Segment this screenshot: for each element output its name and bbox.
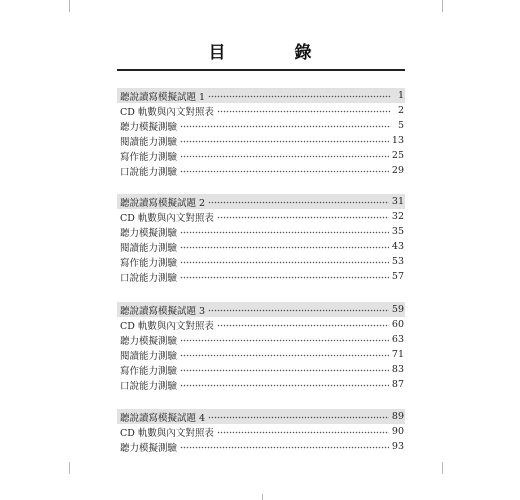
toc-entry-label: 口說能力測驗: [120, 166, 178, 178]
toc-heading-label: 聽說讀寫模擬試題 4: [120, 412, 206, 424]
toc-section-4: [117, 409, 405, 454]
toc-entry[interactable]: [117, 362, 405, 377]
toc-entry-label: 寫作能力測驗: [120, 257, 178, 269]
leader-dots: [217, 321, 389, 330]
toc-entry[interactable]: [117, 254, 405, 269]
leader-dots: [180, 122, 391, 131]
leader-dots: [180, 167, 389, 176]
toc-entry-label: 聽力模擬測驗: [120, 442, 178, 454]
toc-entry-label: CD 軌數與內文對照表: [120, 427, 214, 439]
leader-dots: [180, 243, 389, 252]
toc-entry[interactable]: [117, 317, 405, 332]
toc-page-number: 89: [391, 411, 404, 422]
toc-page-number: 25: [391, 150, 404, 161]
crop-mark-bottom-left: [69, 462, 70, 474]
toc-entry-label: 口說能力測驗: [120, 380, 178, 392]
leader-dots: [217, 213, 389, 222]
toc-page-number: 31: [391, 196, 404, 207]
toc-page-number: 29: [391, 165, 404, 176]
crop-mark-top-left: [69, 0, 70, 12]
toc-page-number: 71: [391, 349, 404, 360]
toc-entry-label: 閱讀能力測驗: [120, 136, 178, 148]
page-title: 目 錄: [208, 43, 338, 63]
toc-entry[interactable]: [117, 148, 405, 163]
leader-dots: [180, 381, 389, 390]
toc-page-number: 53: [391, 256, 404, 267]
toc-entry-label: 寫作能力測驗: [120, 151, 178, 163]
leader-dots: [180, 366, 389, 375]
toc-page-number: 93: [391, 441, 404, 452]
toc-page-number: 32: [391, 211, 404, 222]
leader-dots: [180, 443, 389, 452]
toc-entry[interactable]: [117, 347, 405, 362]
leader-dots: [180, 336, 389, 345]
leader-dots: [180, 351, 389, 360]
toc-entry-label: 寫作能力測驗: [120, 365, 178, 377]
toc-entry[interactable]: [117, 209, 405, 224]
toc-entry-label: 閱讀能力測驗: [120, 350, 178, 362]
toc-page-number: 87: [391, 379, 404, 390]
toc-entry-label: 聽力模擬測驗: [120, 121, 178, 133]
crop-mark-bottom-right: [442, 462, 443, 474]
toc-entry[interactable]: [117, 133, 405, 148]
toc-page-number: 5: [397, 120, 404, 131]
toc-section-1: [117, 88, 405, 178]
leader-dots: [208, 306, 389, 315]
leader-dots: [208, 92, 391, 101]
toc-page-number: 83: [391, 364, 404, 375]
toc-section-3: [117, 302, 405, 392]
toc-entry[interactable]: [117, 269, 405, 284]
leader-dots: [180, 152, 389, 161]
toc-section-heading[interactable]: [117, 88, 405, 103]
title-rule: [117, 69, 405, 71]
toc-page-number: 35: [391, 226, 404, 237]
toc-page-number: 57: [391, 271, 404, 282]
toc-entry[interactable]: [117, 424, 405, 439]
toc-section-heading[interactable]: [117, 409, 405, 424]
toc-page-number: 59: [391, 304, 404, 315]
leader-dots: [180, 258, 389, 267]
toc-entry-label: 聽力模擬測驗: [120, 227, 178, 239]
leader-dots: [180, 273, 389, 282]
toc-page-number: 43: [391, 241, 404, 252]
toc-entry-label: 聽力模擬測驗: [120, 335, 178, 347]
leader-dots: [180, 228, 389, 237]
toc-page-number: 90: [391, 426, 404, 437]
crop-mark-top-right: [442, 0, 443, 12]
toc-page-number: 2: [397, 105, 404, 116]
toc-section-heading[interactable]: [117, 302, 405, 317]
toc-entry[interactable]: [117, 224, 405, 239]
toc-entry-label: CD 軌數與內文對照表: [120, 212, 214, 224]
toc-entry-label: 口說能力測驗: [120, 272, 178, 284]
leader-dots: [217, 107, 391, 116]
leader-dots: [208, 413, 389, 422]
toc-entry[interactable]: [117, 103, 405, 118]
toc-page-number: 63: [391, 334, 404, 345]
toc-entry-label: CD 軌數與內文對照表: [120, 320, 214, 332]
leader-dots: [217, 428, 389, 437]
toc-page-number: 1: [397, 90, 404, 101]
toc-entry-label: CD 軌數與內文對照表: [120, 106, 214, 118]
toc-heading-label: 聽說讀寫模擬試題 2: [120, 197, 206, 209]
toc-page-number: 60: [391, 319, 404, 330]
toc-heading-label: 聽說讀寫模擬試題 3: [120, 305, 206, 317]
toc-entry[interactable]: [117, 118, 405, 133]
toc-entry[interactable]: [117, 332, 405, 347]
toc-entry[interactable]: [117, 439, 405, 454]
toc-section-heading[interactable]: [117, 194, 405, 209]
toc-page-number: 13: [391, 135, 404, 146]
toc-heading-label: 聽說讀寫模擬試題 1: [120, 91, 206, 103]
leader-dots: [180, 137, 389, 146]
toc-entry[interactable]: [117, 239, 405, 254]
toc-entry-label: 閱讀能力測驗: [120, 242, 178, 254]
toc-entry[interactable]: [117, 377, 405, 392]
crop-mark-bottom-center: [262, 494, 263, 500]
leader-dots: [208, 198, 389, 207]
toc-entry[interactable]: [117, 163, 405, 178]
toc-section-2: [117, 194, 405, 284]
